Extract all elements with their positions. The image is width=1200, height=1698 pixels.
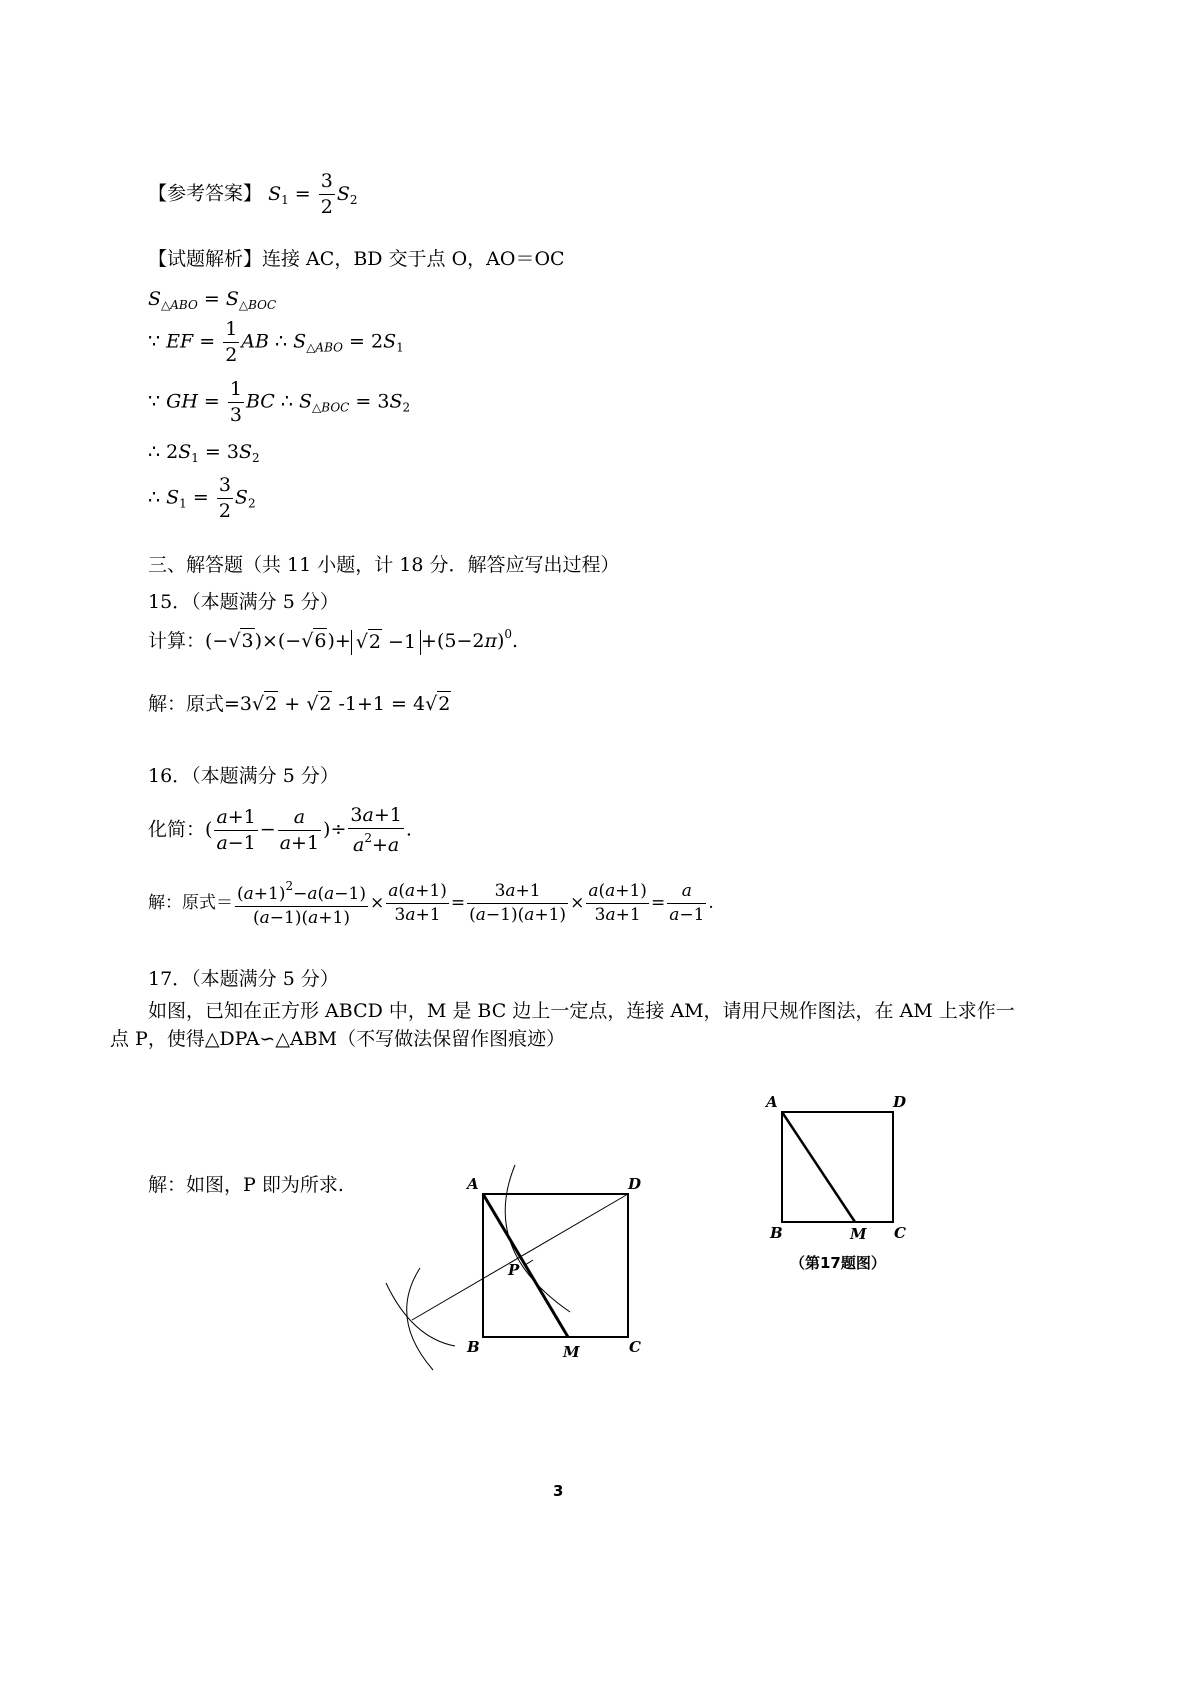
q15-number: 15．（本题满分 5 分）: [148, 591, 339, 613]
q17-answer: 解：如图，P 即为所求.: [148, 1174, 344, 1196]
ref-label-d: D: [893, 1093, 907, 1111]
construction-figure: [370, 1160, 670, 1390]
analysis-intro-text: 连接 AC，BD 交于点 O，AO＝OC: [262, 248, 565, 270]
q16-number: 16．（本题满分 5 分）: [148, 765, 339, 787]
ref-label-m: M: [850, 1225, 867, 1240]
q15-solution: 解：原式=3√2 + √2 -1+1 = 4√2: [148, 693, 451, 715]
analysis-step-1: $S_{\triangle ABO} = S_{\triangle BOC}$: [148, 288, 277, 312]
analysis-step-2: ∵ EF = $\frac{1}{2}$ AB ∴ $S_{\triangle ABO} = 2S_1$: [148, 318, 404, 366]
label-a: A: [467, 1175, 479, 1193]
section-3-title: 三、解答题（共 11 小题，计 18 分．解答应写出过程）: [148, 554, 620, 576]
reference-answer: [148, 172, 358, 217]
analysis-label: 【试题解析】: [148, 248, 263, 270]
q15-solution-label: 解：原式=: [148, 693, 240, 715]
reference-figure: [760, 1090, 920, 1240]
reference-answer-label: 【参考答案】: [148, 182, 263, 205]
arc-2: [407, 1268, 433, 1370]
ref-square-abcd: [782, 1112, 893, 1222]
ref-segment-am: [782, 1112, 855, 1222]
q16-prompt-label: 化简：: [148, 818, 206, 841]
analysis-step-5: ∴ $S_1$ = $\frac{3}{2}$ $S_2$: [148, 474, 256, 522]
ref-label-a: A: [766, 1093, 778, 1111]
arc-1: [505, 1165, 570, 1312]
q16-prompt: 化简：( $\frac{a+1}{a-1}$ − $\frac{a}{a+1}$ )÷ $\frac{3a+1}{a^2+a}$ .: [148, 804, 412, 856]
label-m: M: [563, 1343, 580, 1361]
analysis-intro: [148, 250, 565, 269]
figure-caption: （第17题图）: [790, 1254, 886, 1272]
q15-prompt-label: 计算：: [148, 630, 206, 652]
analysis-step-4: ∴ $2S_1 = 3S_2$: [148, 441, 260, 465]
reference-answer-formula: $S_1$ = $\frac{3}{2}$ $S_2$: [268, 170, 358, 218]
q17-text-line1: 如图，已知在正方形 ABCD 中，M 是 BC 边上一定点，连接 AM，请用尺规作图法，在 AM 上求作一: [148, 1000, 1015, 1022]
q15-prompt: 计算：$(-√3)\times(-√6)+ √2 -1 +(5-2\pi)^0$.: [148, 627, 519, 653]
page-number: 3: [553, 1482, 564, 1500]
label-d: D: [628, 1175, 642, 1193]
segment-am: [483, 1194, 568, 1337]
label-b: B: [467, 1338, 480, 1356]
q17-number: 17．（本题满分 5 分）: [148, 968, 339, 990]
label-p: P: [508, 1261, 520, 1279]
ref-label-b: B: [770, 1224, 783, 1240]
q16-solution-label: 解：原式＝: [148, 893, 233, 913]
analysis-step-3: ∵ GH = $\frac{1}{3}$ BC ∴ $S_{\triangle BOC} = 3S_2$: [148, 378, 411, 426]
label-c: C: [629, 1338, 641, 1356]
q17-text-line2: 点 P，使得△DPA∽△ABM（不写做法保留作图痕迹）: [110, 1028, 566, 1050]
q16-solution: 解：原式＝ $\frac{(a+1)^2-a(a-1)}{(a-1)(a+1)}$ × $\frac{a(a+1)}{3a+1}$ = $\frac{3a+1}{(a-1)(a+1)}$ × $\frac{a(a+1)}{3a+1}$ = $\frac{a}{a-1}$ .: [148, 879, 714, 928]
ref-label-c: C: [894, 1224, 906, 1240]
